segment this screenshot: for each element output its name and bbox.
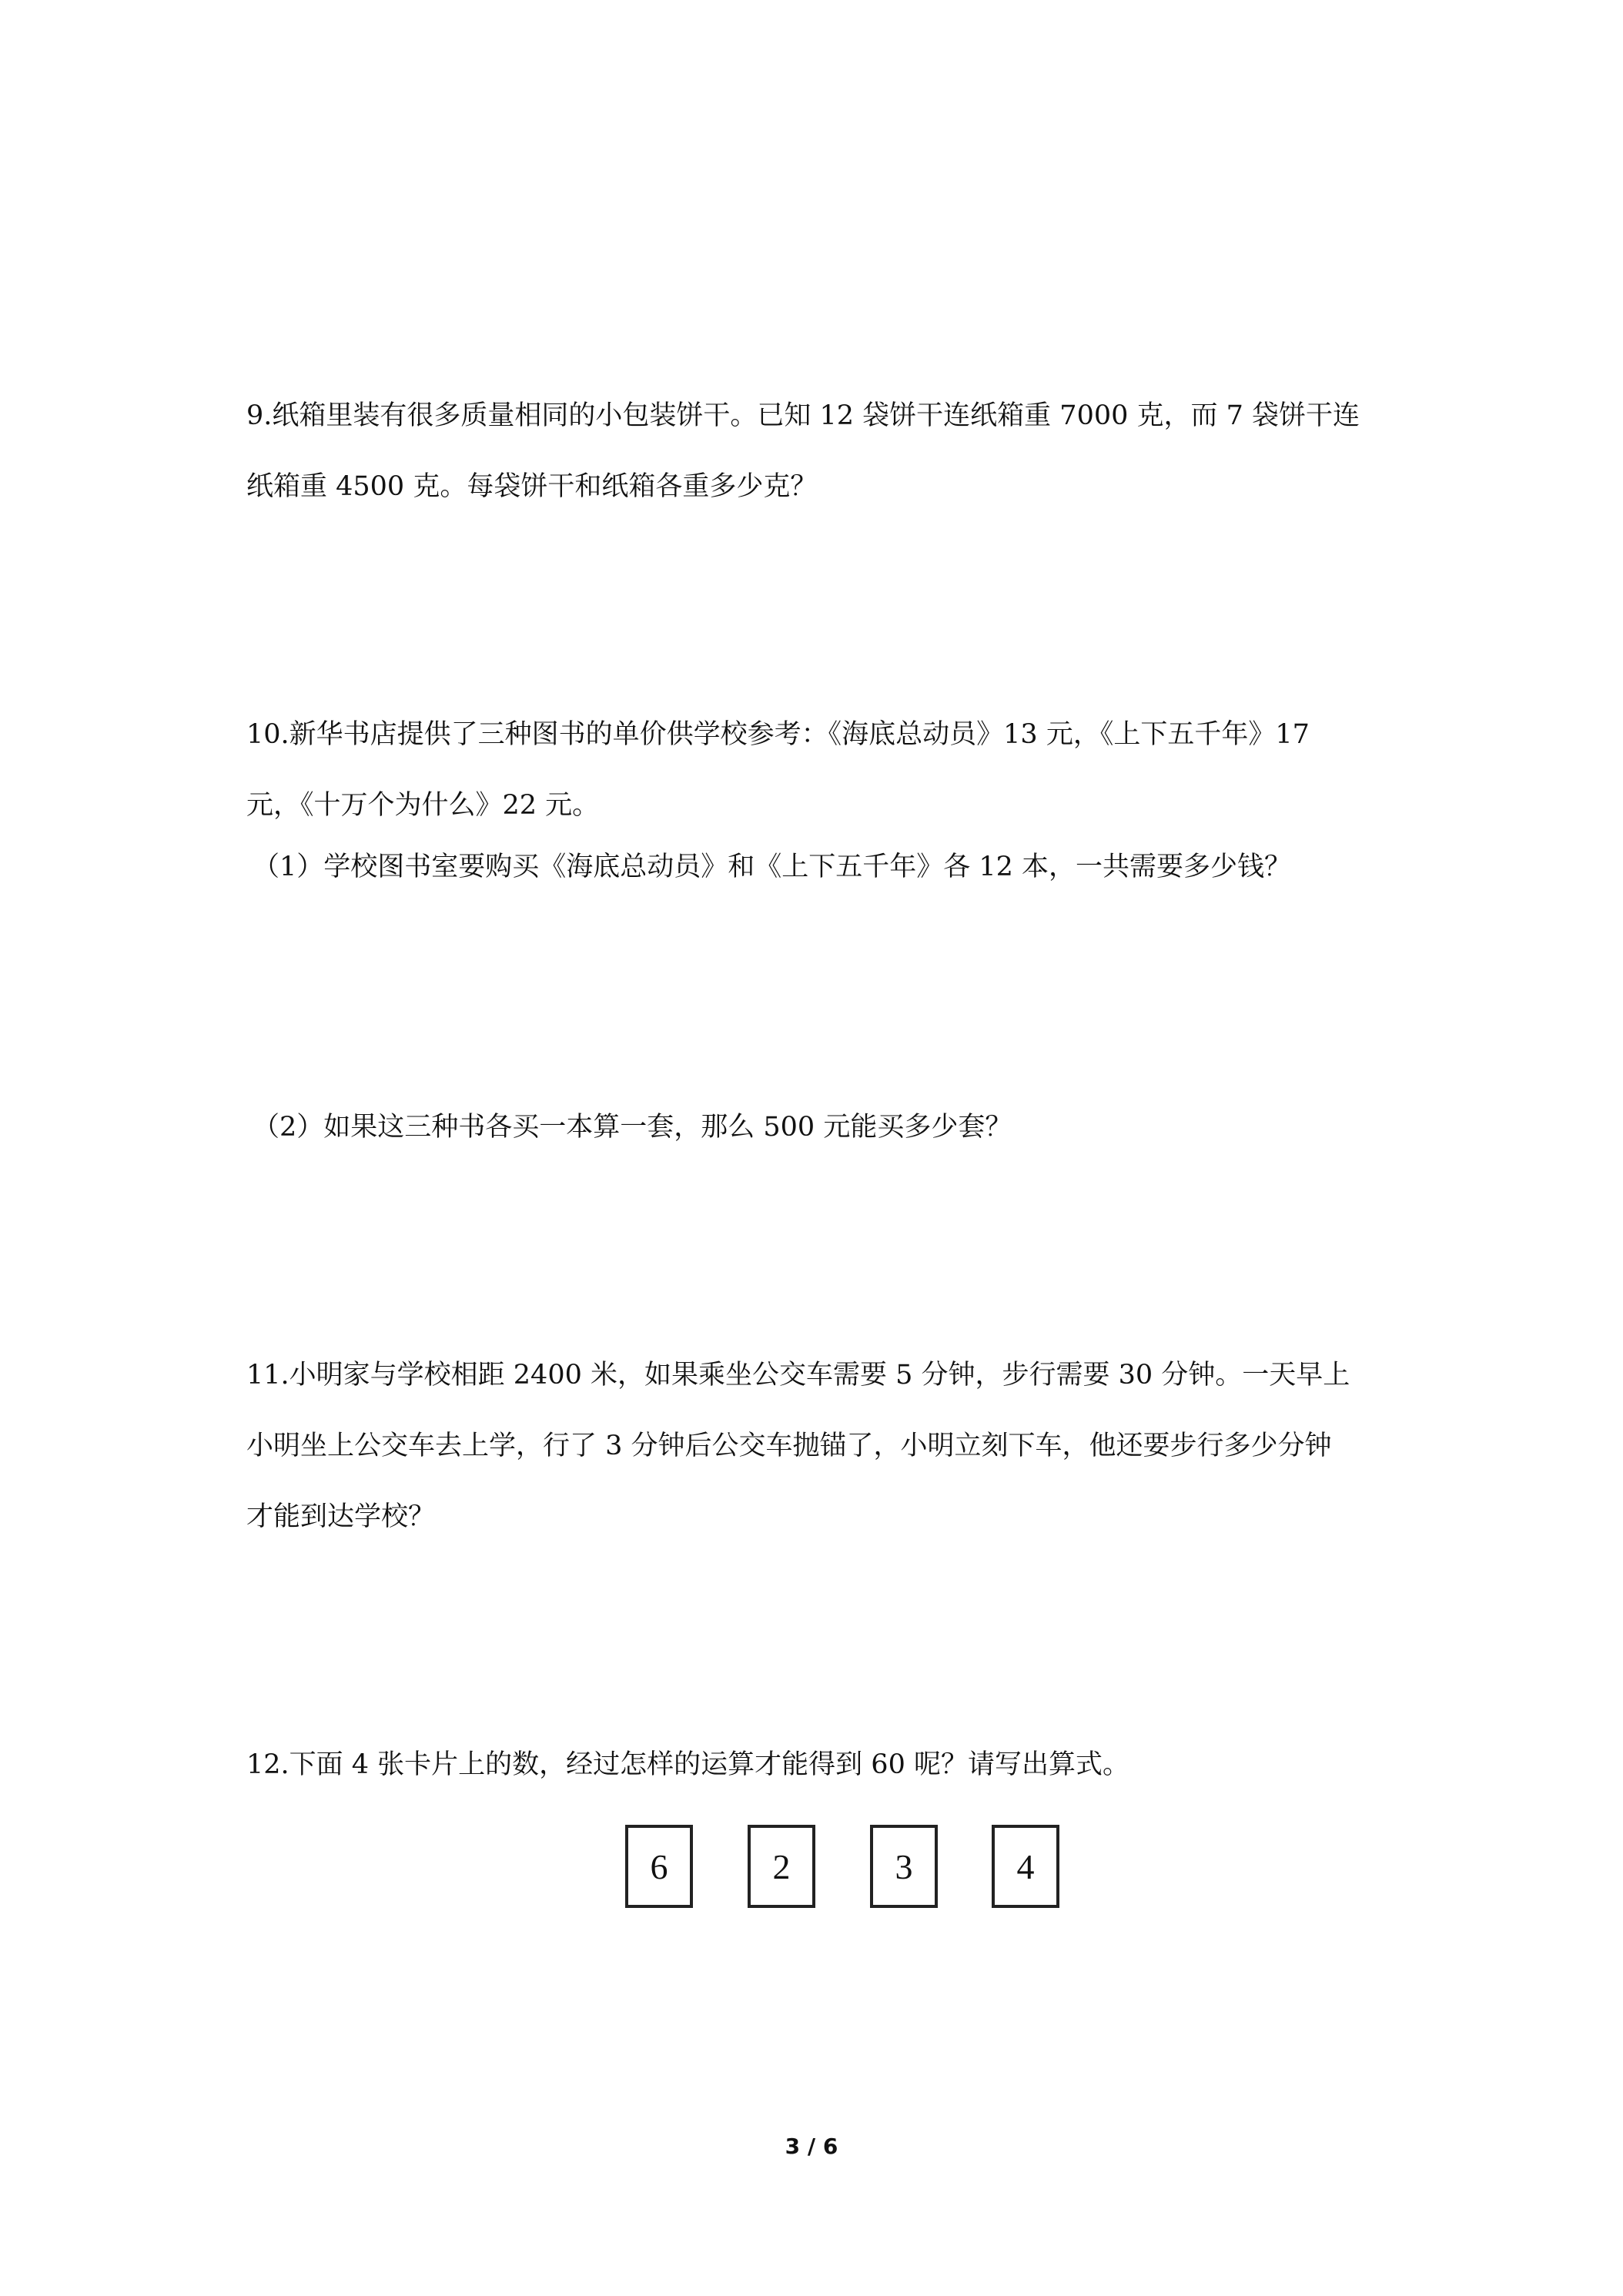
page-number: 3 / 6 — [785, 2134, 838, 2159]
q9-text-line-2: 纸箱重 4500 克。每袋饼干和纸箱各重多少克？ — [246, 471, 818, 502]
number-card: 4 — [992, 1825, 1059, 1908]
q9-text-line-1: 9.纸箱里装有很多质量相同的小包装饼干。已知 12 袋饼干连纸箱重 7000 克，而 7 袋饼干连 — [246, 400, 1360, 431]
q11-text-line-1: 11.小明家与学校相距 2400 米，如果乘坐公交车需要 5 分钟，步行需要 30 分钟。一天早上 — [246, 1360, 1350, 1391]
q12-text-line-1: 12.下面 4 张卡片上的数，经过怎样的运算才能得到 60 呢？请写出算式。 — [246, 1749, 1129, 1780]
q10-subquestion-1: （1）学校图书室要购买《海底总动员》和《上下五千年》各 12 本，一共需要多少钱？ — [253, 852, 1292, 882]
q10-text-line-2: 元，《十万个为什么》22 元。 — [246, 790, 600, 821]
number-card: 6 — [625, 1825, 693, 1908]
q10-subquestion-2: （2）如果这三种书各买一本算一套，那么 500 元能买多少套？ — [253, 1112, 1012, 1143]
q11-text-line-3: 才能到达学校？ — [246, 1501, 436, 1532]
q10-text-line-1: 10.新华书店提供了三种图书的单价供学校参考：《海底总动员》13 元，《上下五千年》17 — [246, 719, 1310, 750]
number-cards — [625, 1825, 1068, 1911]
q11-text-line-2: 小明坐上公交车去上学，行了 3 分钟后公交车抛锚了，小明立刻下车，他还要步行多少分钟 — [246, 1431, 1332, 1461]
number-card: 2 — [748, 1825, 815, 1908]
number-card: 3 — [870, 1825, 938, 1908]
